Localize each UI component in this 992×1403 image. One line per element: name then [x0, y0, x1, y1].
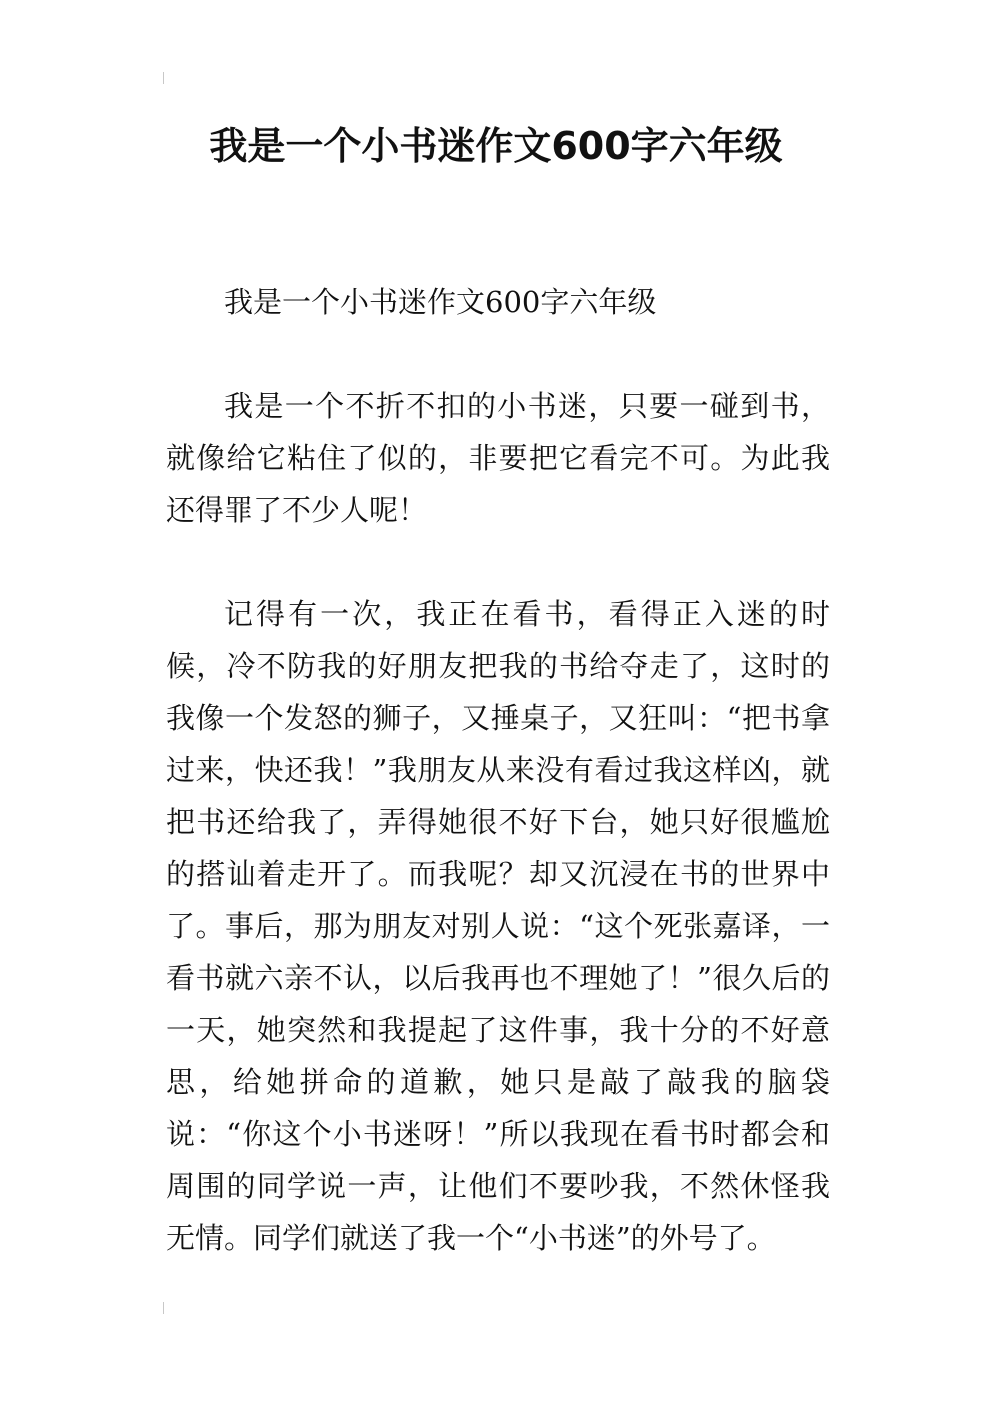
document-title: 我是一个小书迷作文600字六年级 — [209, 124, 783, 168]
page-corner-mark-top — [163, 72, 164, 84]
body-paragraph-intro: 我是一个不折不扣的小书迷，只要一碰到书，就像给它粘住了似的，非要把它看完不可。为此我还得罪了不少人呢！ — [166, 389, 830, 527]
body-paragraph-story: 记得有一次，我正在看书，看得正入迷的时候，冷不防我的好朋友把我的书给夺走了，这时的我像一个发怒的狮子，又捶桌子，又狂叫：“把书拿过来，快还我！”我朋友从来没有看过我这样凶，就把书还给我了，弄得她很不好下台，她只好很尴尬的搭讪着走开了。而我呢？却又沉浸在书的世界中了。事后，那为朋友对别人说：“这个死张嘉译，一看书就六亲不认，以后我再也不理她了！”很久后的一天，她突然和我提起了这件事，我十分的不好意思，给她拼命的道歉，她只是敲了敲我的脑袋说：“你这个小书迷呀！”所以我现在看书时都会和周围的同学说一声，让他们不要吵我，不然休怪我无情。同学们就送了我一个“小书迷”的外号了。 — [166, 597, 830, 1255]
body-subtitle-paragraph: 我是一个小书迷作文600字六年级 — [224, 285, 657, 319]
document-body — [166, 276, 830, 1264]
page-corner-mark-bottom — [163, 1302, 164, 1314]
